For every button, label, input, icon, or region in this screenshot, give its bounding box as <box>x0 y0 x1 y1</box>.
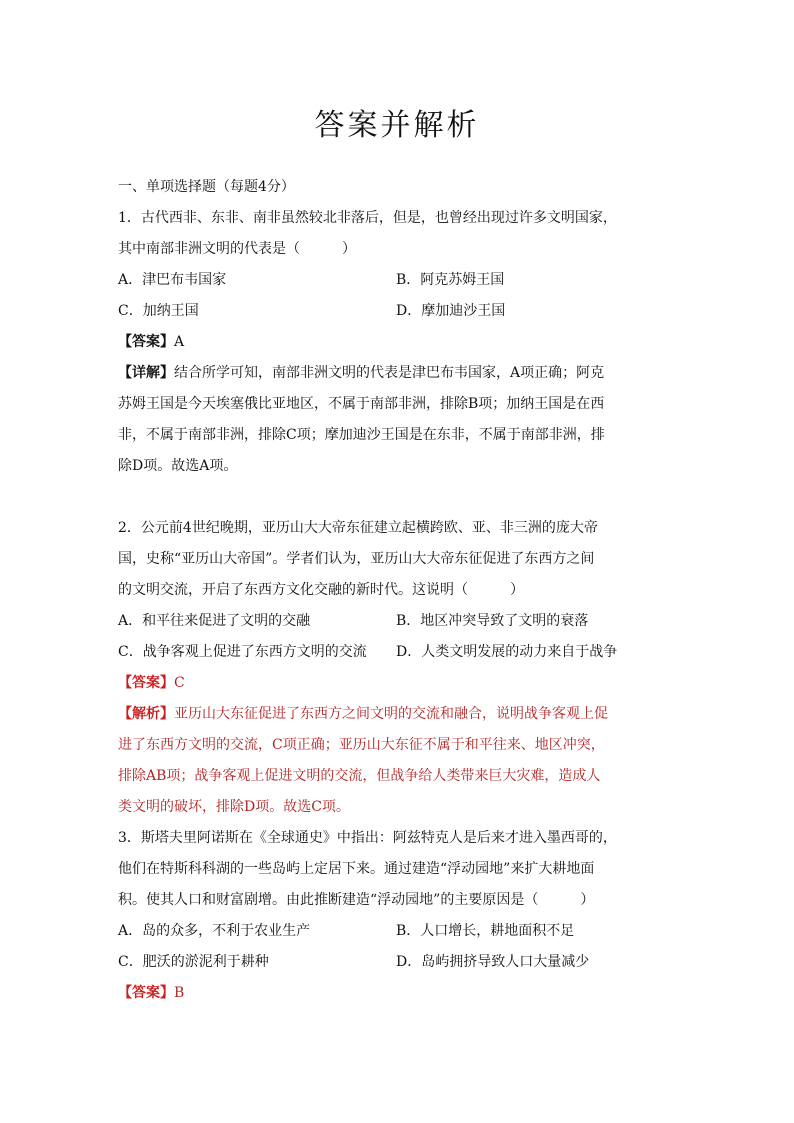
option-a: A．岛的众多，不利于农业生产 <box>118 923 311 939</box>
answer-line <box>118 327 678 358</box>
explanation-label: 【详解】 <box>118 365 174 381</box>
answer-label: 【答案】 <box>118 985 174 1001</box>
option-d: D．摩加迪沙王国 <box>396 303 506 319</box>
question-stem-line: 国，史称“亚历山大帝国”。学者们认为，亚历山大大帝东征促进了东西方之间 <box>118 551 595 567</box>
option-row <box>118 296 678 327</box>
answer-value: A <box>174 334 185 350</box>
explanation-text: 结合所学可知，南部非洲文明的代表是津巴布韦国家，A项正确；阿克 <box>174 365 605 381</box>
answer-label: 【答案】 <box>118 334 174 350</box>
option-row <box>118 916 678 947</box>
option-b: B．阿克苏姆王国 <box>396 272 505 288</box>
question-stem-line: 3．斯塔夫里阿诺斯在《全球通史》中指出：阿兹特克人是后来才进入墨西哥的， <box>118 830 617 846</box>
option-a: A．津巴布韦国家 <box>118 272 227 288</box>
explanation-label: 【解析】 <box>118 706 174 722</box>
question-stem-line: 其中南部非洲文明的代表是（ ） <box>118 241 356 257</box>
option-c: C．加纳王国 <box>118 303 199 319</box>
question-1 <box>118 203 678 482</box>
section-heading: 一、单项选择题（每题4分） <box>118 179 295 195</box>
question-stem-line: 1．古代西非、东非、南非虽然较北非落后，但是，也曾经出现过许多文明国家， <box>118 210 617 226</box>
explanation-line: 苏姆王国是今天埃塞俄比亚地区，不属于南部非洲，排除B项；加纳王国是在西 <box>118 396 605 412</box>
explanation-line: 非，不属于南部非洲，排除C项；摩加迪沙王国是在东非，不属于南部非洲，排 <box>118 427 605 443</box>
question-stem-line: 的文明交流，开启了东西方文化交融的新时代。这说明（ ） <box>118 582 524 598</box>
answer-line <box>118 668 678 699</box>
option-a: A．和平往来促进了文明的交融 <box>118 613 311 629</box>
explanation-line <box>118 699 678 730</box>
explanation-line: 除D项。故选A项。 <box>118 458 238 474</box>
option-b: B．人口增长，耕地面积不足 <box>396 923 575 939</box>
option-row <box>118 637 678 668</box>
option-row <box>118 606 678 637</box>
answer-label: 【答案】 <box>118 675 174 691</box>
question-3 <box>118 823 678 1009</box>
question-stem-line: 积。使其人口和财富剧增。由此推断建造“浮动园地”的主要原因是（ ） <box>118 892 595 908</box>
option-c: C．战争客观上促进了东西方文明的交流 <box>118 644 367 660</box>
option-b: B．地区冲突导致了文明的衰落 <box>396 613 589 629</box>
option-row <box>118 947 678 978</box>
explanation-line: 排除AB项；战争客观上促进文明的交流，但战争给人类带来巨大灾难，造成人 <box>118 768 601 784</box>
question-stem-line: 他们在特斯科科湖的一些岛屿上定居下来。通过建造“浮动园地”来扩大耕地面 <box>118 861 595 877</box>
option-row <box>118 265 678 296</box>
explanation-text: 亚历山大东征促进了东西方之间文明的交流和融合，说明战争客观上促 <box>174 706 608 722</box>
explanation-line: 类文明的破坏，排除D项。故选C项。 <box>118 799 350 815</box>
answer-line <box>118 978 678 1009</box>
explanation-line <box>118 358 678 389</box>
answer-value: B <box>174 985 185 1001</box>
explanation-line: 进了东西方文明的交流，C项正确；亚历山大东征不属于和平往来、地区冲突， <box>118 737 605 753</box>
content <box>118 172 678 1009</box>
option-c: C．肥沃的淤泥利于耕种 <box>118 954 269 970</box>
answer-value: C <box>174 675 185 691</box>
question-2 <box>118 513 678 823</box>
page-title: 答案并解析 <box>314 108 480 143</box>
spacer <box>118 482 678 513</box>
option-d: D．岛屿拥挤导致人口大量减少 <box>396 954 590 970</box>
question-stem-line: 2．公元前4世纪晚期，亚历山大大帝东征建立起横跨欧、亚、非三洲的庞大帝 <box>118 520 598 536</box>
option-d: D．人类文明发展的动力来自于战争 <box>396 644 618 660</box>
